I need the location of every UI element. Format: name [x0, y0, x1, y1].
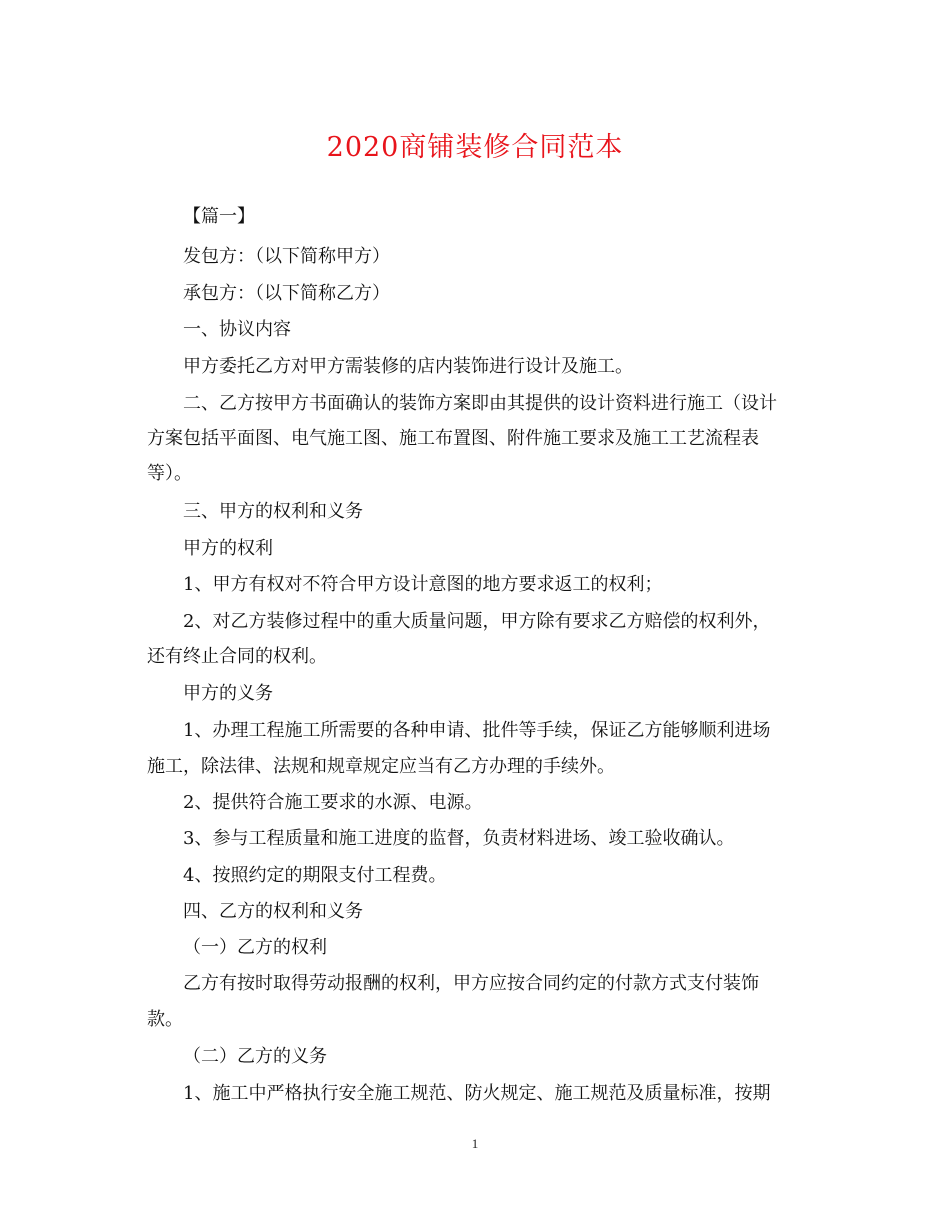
- paragraph-line: 等）。: [147, 463, 192, 484]
- paragraph-line: （二）乙方的义务: [183, 1046, 327, 1067]
- paragraph-line: 款。: [147, 1009, 183, 1030]
- paragraph-line: 4、按照约定的期限支付工程费。: [183, 865, 447, 886]
- paragraph-line: 四、乙方的权利和义务: [183, 901, 363, 922]
- paragraph-line: （一）乙方的权利: [183, 937, 327, 958]
- paragraph-line: 还有终止合同的权利。: [147, 646, 327, 667]
- paragraph-line: 1、施工中严格执行安全施工规范、防火规定、施工规范及质量标准，按期: [183, 1083, 771, 1104]
- paragraph-line: 一、协议内容: [183, 319, 291, 340]
- paragraph-line: 2、对乙方装修过程中的重大质量问题，甲方除有要求乙方赔偿的权利外，: [183, 611, 771, 632]
- paragraph-line: 甲方的义务: [183, 683, 273, 704]
- paragraph-line: 甲方的权利: [183, 538, 273, 559]
- paragraph-line: 2、提供符合施工要求的水源、电源。: [183, 792, 483, 813]
- paragraph-line: 乙方有按时取得劳动报酬的权利，甲方应按合同约定的付款方式支付装饰: [183, 973, 759, 994]
- paragraph-line: 方案包括平面图、电气施工图、施工布置图、附件施工要求及施工工艺流程表: [147, 428, 759, 449]
- paragraph-line: 三、甲方的权利和义务: [183, 501, 363, 522]
- paragraph-line: 二、乙方按甲方书面确认的装饰方案即由其提供的设计资料进行施工（设计: [183, 393, 777, 414]
- paragraph-line: 施工，除法律、法规和规章规定应当有乙方办理的手续外。: [147, 756, 615, 777]
- section-heading: 【篇一】: [183, 206, 255, 227]
- page-number: 1: [471, 1136, 479, 1151]
- paragraph-line: 承包方：（以下简称乙方）: [183, 283, 390, 304]
- document-title: 2020商铺装修合同范本: [326, 132, 624, 163]
- paragraph-line: 甲方委托乙方对甲方需装修的店内装饰进行设计及施工。: [183, 356, 633, 377]
- paragraph-line: 3、参与工程质量和施工进度的监督，负责材料进场、竣工验收确认。: [183, 828, 735, 849]
- paragraph-line: 发包方：（以下简称甲方）: [183, 246, 390, 267]
- paragraph-line: 1、甲方有权对不符合甲方设计意图的地方要求返工的权利；: [183, 574, 663, 595]
- paragraph-line: 1、办理工程施工所需要的各种申请、批件等手续，保证乙方能够顺利进场: [183, 720, 771, 741]
